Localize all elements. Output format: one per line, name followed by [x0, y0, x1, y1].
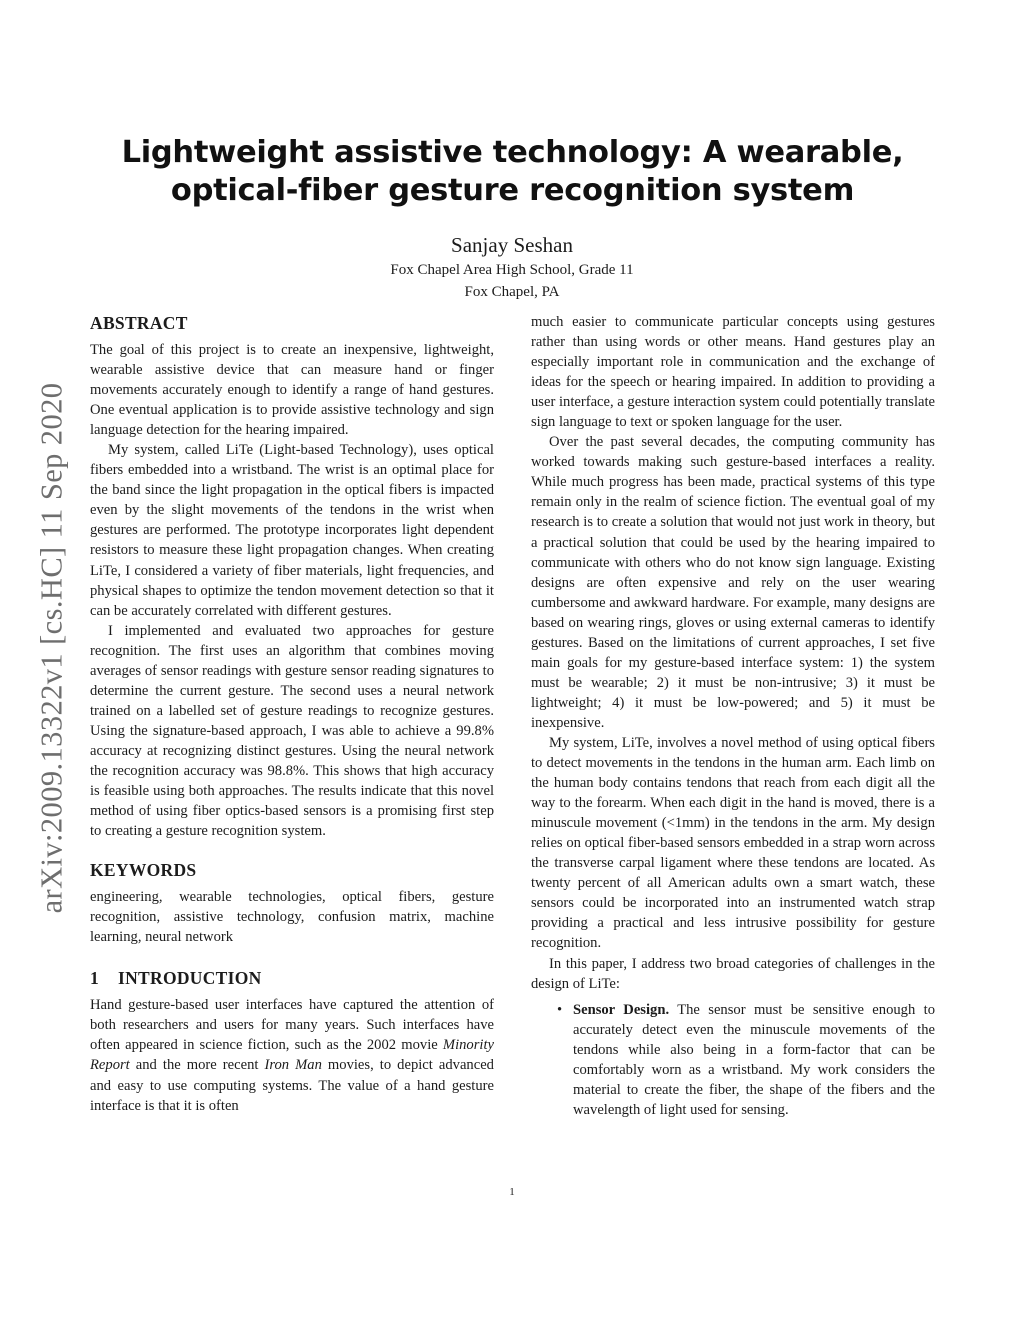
- bullet-icon: •: [557, 1001, 563, 1018]
- intro-paragraph-3: My system, LiTe, involves a novel method of using optical fibers to detect movements in the tendons in the human arm. Each limb on the human body contains tendons that reach from each digit all the way to the forearm. When each digit in the hand is moved, there is a minuscule movement (<1mm) in the tendons in the arm. My design relies on optical fiber-based sensors embedded in a strap worn across the transverse carpal ligament where these tendons are located. As twenty percent of all American adults own a smart watch, these sensors could be incorporated into an instrumented watch strap providing a practical and less intrusive possibility for gesture recognition.: [531, 734, 935, 952]
- keywords-heading: KEYWORDS: [90, 860, 197, 881]
- title-line-2: optical-fiber gesture recognition system: [170, 173, 855, 208]
- section-title: INTRODUCTION: [118, 968, 262, 989]
- keywords-text: engineering, wearable technologies, optical fibers, gesture recognition, assistive technology, confusion matrix, machine learning, neural network: [90, 889, 494, 946]
- author-location: Fox Chapel, PA: [464, 284, 560, 300]
- intro-paragraph-2: Over the past several decades, the computing community has worked towards making such gesture-based interfaces a reality. While much progress has been made, practical systems of this type remain only in the realm of science fiction. The eventual goal of my research is to create a solution that would not just work in theory, but a practical solution that could be used by the hearing impaired to communicate with others who do not know sign language. Existing designs are often expensive and rely on the user wearing cumbersome and awkward hardware. For example, many designs are based on wearing rings, gloves or using external cameras to identify gestures. Based on the limitations of current approaches, I set five main goals for my gesture-based interface system: 1) the system must be wearable; 2) it must be non-intrusive; 3) it must be lightweight; 4) it must be low-powered; and 5) it must be inexpensive.: [531, 434, 935, 731]
- section-number: 1: [90, 968, 100, 989]
- abstract-paragraph-2: My system, called LiTe (Light-based Technology), uses optical fibers embedded into a wristband. The wrist is an optimal place for the band since the light propagation in the optical fibers is impacted even by the slight movements of the tendons in the wrist when gestures are performed. The prototype incorporates light dependent resistors to measure these light propagation changes. When creating LiTe, I considered a variety of fiber materials, light frequencies, and physical shapes to optimize the tendon movement detection so that it can be accurately correlated with different gestures.: [90, 442, 494, 619]
- paper-title: [90, 134, 935, 210]
- intro-text-a: Hand gesture-based user interfaces have captured the attention of both researchers and users for many years. Such interfaces have often appeared in science fiction, such as the 2002 movie: [90, 997, 494, 1054]
- abstract-paragraph-1: The goal of this project is to create an inexpensive, lightweight, wearable assistive device that can measure hand or finger movements accurately enough to identify a range of hand gestures. One eventual application is to provide assistive technology and sign language detection for the hearing impaired.: [90, 342, 494, 439]
- introduction-paragraph-1: [90, 995, 494, 1115]
- author-name: Sanjay Seshan: [451, 233, 573, 257]
- list-item: [531, 1000, 935, 1120]
- challenges-list: [531, 1000, 935, 1120]
- list-item-label: Sensor Design.: [573, 1001, 670, 1018]
- left-column: [90, 312, 494, 1116]
- abstract-heading: ABSTRACT: [90, 313, 188, 333]
- list-item-text: The sensor must be sensitive enough to accurately detect even the minuscule movements of the tendons while also being in a form-factor that can be comfortably worn as a wristband. My work considers the material to create the fiber, the shape of the fibers and the wavelength of light used for sensing.: [573, 1001, 935, 1118]
- author-affiliation: Fox Chapel Area High School, Grade 11: [390, 262, 634, 278]
- right-column: [531, 312, 935, 1120]
- arxiv-stamp: arXiv:2009.13322v1 [cs.HC] 11 Sep 2020: [34, 382, 69, 914]
- abstract-paragraph-3: I implemented and evaluated two approaches for gesture recognition. The first uses an algorithm that combines moving averages of sensor readings with gesture sensor reading signatures to determine the current gesture. The second uses a neural network trained on a labelled set of gesture readings to recognize gestures. Using the signature-based approach, I was able to achieve a 99.8% accuracy at recognizing distinct gestures. Using the neural network the recognition accuracy was 98.8%. This shows that high accuracy is feasible using both approaches. The results indicate that this novel method of using fiber optics-based sensors is a promising first step to creating a gesture recognition system.: [90, 622, 494, 840]
- intro-text-c: movies, to depict advanced and easy to use computing systems. The value of a hand gesture interface is that it is often: [90, 1057, 494, 1114]
- film-title-iron-man: Iron Man: [264, 1057, 322, 1074]
- intro-continued-paragraph: much easier to communicate particular concepts using gestures rather than using words or other means. Hand gestures play an especially important role in communication and the exchange of ideas for the speech or hearing impaired. In addition to providing a user interface, a gesture interaction system could potentially translate sign language to text or spoken language for the user.: [531, 314, 936, 431]
- film-title-minority-report: Minority Report: [90, 1037, 494, 1074]
- intro-text-b: and the more recent: [129, 1057, 265, 1074]
- page-number: 1: [509, 1186, 515, 1198]
- introduction-heading: [90, 967, 494, 989]
- title-line-1: Lightweight assistive technology: A wearable,: [121, 135, 904, 170]
- intro-paragraph-4: In this paper, I address two broad categories of challenges in the design of LiTe:: [531, 955, 935, 992]
